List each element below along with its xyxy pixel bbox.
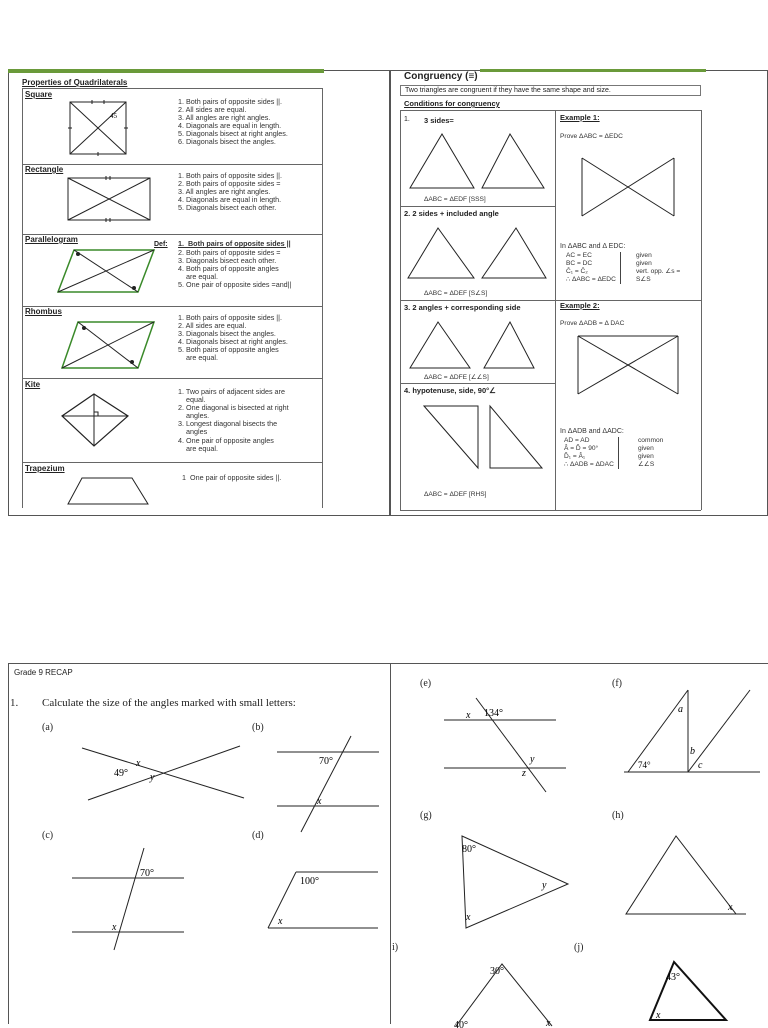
question-number: 1. bbox=[10, 697, 19, 709]
ex1-intro: In ΔABC and Δ EDC: bbox=[560, 243, 626, 250]
ex2-diagram bbox=[574, 332, 690, 400]
parallelogram-props: 2. Both pairs of opposite sides = 3. Diagonals bisect each other. 4. Both pairs of opposite angles are equal. 5. One pair of opposite sides =and|| bbox=[178, 248, 292, 290]
rectangle-title: Rectangle bbox=[25, 165, 64, 174]
part-i-label: i) bbox=[392, 942, 399, 953]
aas-triangles bbox=[404, 318, 554, 374]
green-rule bbox=[8, 69, 324, 73]
square-title: Square bbox=[25, 90, 53, 99]
cond1-label: 3 sides= bbox=[424, 116, 454, 125]
rhombus-title: Rhombus bbox=[25, 307, 62, 316]
ex2-reasons: common given given ∠∠S bbox=[638, 437, 664, 468]
part-c-label: (c) bbox=[42, 830, 54, 841]
diagram-b bbox=[275, 736, 385, 836]
quad-title: Properties of Quadrilaterals bbox=[22, 78, 128, 87]
part-j-label: (j) bbox=[574, 942, 584, 953]
diagram-j bbox=[646, 956, 736, 1026]
var-a-y: y bbox=[150, 772, 155, 783]
part-a-label: (a) bbox=[42, 722, 54, 733]
angle-c-70: 70° bbox=[140, 868, 154, 879]
var-c-x: x bbox=[112, 922, 117, 933]
ex2-intro: In ΔADB and ΔADC: bbox=[560, 428, 624, 435]
angle-j-43: 43° bbox=[666, 972, 680, 983]
var-e-z: z bbox=[522, 768, 526, 779]
cond2-label: 2. 2 sides + included angle bbox=[404, 209, 499, 218]
cond3-label: 3. 2 angles + corresponding side bbox=[404, 303, 521, 312]
recap-title: Grade 9 RECAP bbox=[14, 668, 73, 677]
ex1-diagram bbox=[574, 152, 694, 232]
var-f-a: a bbox=[678, 704, 683, 715]
cond3-caption: ΔABC = ΔDFE [∠∠S] bbox=[424, 374, 489, 381]
var-f-c: c bbox=[698, 760, 703, 771]
ex1-statements: AC = EC BC = DC Ĉ₁ = Ĉ₂ ∴ ΔABC = ΔEDC bbox=[566, 252, 621, 284]
rhombus-props: 1. Both pairs of opposite sides ||. 2. All sides are equal. 3. Diagonals bisect the angles. 4. Diagonals bisect at right angles. 5. Both pairs of opposite angles are equal. bbox=[178, 313, 288, 363]
sas-triangles bbox=[404, 224, 554, 284]
angle-a-49: 49° bbox=[114, 768, 128, 779]
sss-triangles bbox=[404, 130, 554, 194]
cond1-num: 1. bbox=[404, 116, 410, 123]
angle-i-40: 40° bbox=[454, 1020, 468, 1028]
var-e-x: x bbox=[466, 710, 471, 721]
var-h-x: x bbox=[728, 902, 733, 913]
rectangle-props: 1. Both pairs of opposite sides ||. 2. Both pairs of opposite sides = 3. All angles are right angles. 4. Diagonals are equal in length. 5. Diagonals bisect each other. bbox=[178, 171, 283, 213]
part-d-label: (d) bbox=[252, 830, 264, 841]
ex2-prove: Prove ΔADB = Δ DAC bbox=[560, 320, 625, 327]
parallelogram-prop-1: 1. Both pairs of opposite sides || bbox=[178, 239, 291, 248]
var-b-x: x bbox=[317, 796, 322, 807]
diagram-a bbox=[80, 740, 250, 810]
var-a-x: x bbox=[136, 758, 141, 769]
var-g-y: y bbox=[542, 880, 547, 891]
var-d-x: x bbox=[278, 916, 283, 927]
part-h-label: (h) bbox=[612, 810, 624, 821]
var-i-x: x bbox=[546, 1018, 551, 1028]
angle-e-134: 134° bbox=[484, 708, 503, 719]
diagram-c bbox=[70, 842, 190, 952]
cond4-caption: ΔABC = ΔDEF [RHS] bbox=[424, 491, 487, 498]
var-j-x: x bbox=[656, 1010, 661, 1021]
rhs-triangles bbox=[420, 402, 550, 472]
square-angle: 45 bbox=[110, 112, 117, 120]
part-f-label: (f) bbox=[612, 678, 622, 689]
trapezium-props: 1 One pair of opposite sides ||. bbox=[182, 473, 282, 482]
diagram-g bbox=[456, 832, 576, 932]
ex1-prove: Prove ΔABC = ΔEDC bbox=[560, 133, 623, 140]
conditions-title: Conditions for congruency bbox=[404, 99, 500, 108]
angle-d-100: 100° bbox=[300, 876, 319, 887]
square-props: 1. Both pairs of opposite sides ||. 2. All sides are equal. 3. All angles are right angles. 4. Diagonals are equal in length. 5. Diagonals bisect at right angles. 6. Diagonals bisect the angles. bbox=[178, 97, 288, 147]
angle-i-30: 30° bbox=[490, 966, 504, 977]
congruency-intro: Two triangles are congruent if they have the same shape and size. bbox=[400, 85, 701, 96]
var-g-x: x bbox=[466, 912, 471, 923]
parallelogram-title: Parallelogram bbox=[25, 235, 78, 244]
ex1-title: Example 1: bbox=[560, 113, 600, 122]
angle-g-80: 80° bbox=[462, 844, 476, 855]
var-e-y: y bbox=[530, 754, 535, 765]
part-g-label: (g) bbox=[420, 810, 432, 821]
cond2-caption: ΔABC = ΔDEF [S∠S] bbox=[424, 290, 488, 297]
part-b-label: (b) bbox=[252, 722, 264, 733]
ex2-title: Example 2: bbox=[560, 301, 600, 310]
angle-f-74: 74° bbox=[638, 760, 651, 770]
kite-props: 1. Two pairs of adjacent sides are equal. 2. One diagonal is bisected at right angles. 3. Longest diagonal bisects the angles 4. One pair of opposite angles are equal. bbox=[178, 387, 289, 453]
cond4-label: 4. hypotenuse, side, 90°∠ bbox=[404, 386, 496, 395]
rhombus-diagram bbox=[58, 318, 158, 372]
diagram-h bbox=[618, 832, 748, 922]
diagram-i bbox=[452, 958, 572, 1028]
rectangle-diagram bbox=[66, 174, 156, 224]
trapezium-title: Trapezium bbox=[25, 464, 65, 473]
parallelogram-diagram bbox=[58, 246, 158, 296]
cond1-caption: ΔABC = ΔEDF [SSS] bbox=[424, 196, 486, 203]
kite-diagram bbox=[60, 392, 140, 450]
question-text: Calculate the size of the angles marked with small letters: bbox=[42, 697, 296, 709]
def-label: Def: bbox=[154, 241, 168, 248]
angle-b-70: 70° bbox=[319, 756, 333, 767]
trapezium-diagram bbox=[68, 474, 158, 508]
congruency-green-rule bbox=[480, 69, 706, 72]
diagram-d bbox=[266, 866, 382, 936]
kite-title: Kite bbox=[25, 380, 41, 389]
ex2-statements: AD = AD Â = D̂ = 90° D̂₁ = Â₁ ∴ ΔADB = ΔDAC bbox=[564, 437, 619, 469]
ex1-reasons: given given vert. opp. ∠s = S∠S bbox=[636, 252, 681, 283]
part-e-label: (e) bbox=[420, 678, 432, 689]
square-diagram bbox=[60, 98, 140, 160]
var-f-b: b bbox=[690, 746, 695, 757]
congruency-title: Congruency (≡) bbox=[404, 71, 478, 82]
diagram-f bbox=[618, 682, 764, 782]
diagram-e bbox=[436, 696, 576, 796]
